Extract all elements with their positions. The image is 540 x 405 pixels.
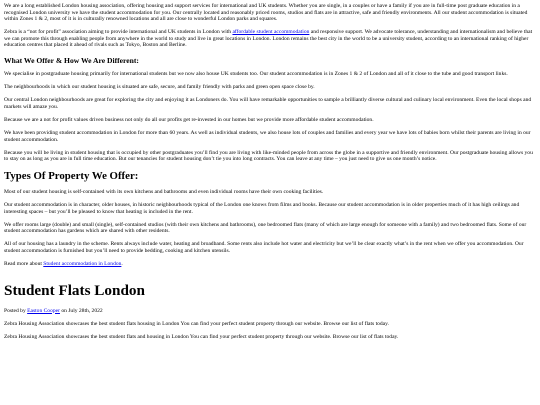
affordable-accommodation-link[interactable]: affordable student accommodation xyxy=(232,29,310,36)
offer-paragraph-2: The neighbourhoods in which our student housing is situated are safe, secure, and family friendly with parks and green open space close by. xyxy=(4,84,315,91)
types-heading: Types Of Property We Offer: xyxy=(4,169,139,182)
read-more-prefix: Read more about xyxy=(4,261,44,268)
posted-by-label: Posted by xyxy=(4,307,28,314)
post-paragraph-2: Zebra Housing Association showcases the best student flats and housing in London You can find your perfect student property through our website. Browse our list of flats today. xyxy=(4,333,399,340)
read-more-suffix: . xyxy=(121,261,123,268)
offer-paragraph-6: Because you will be living in student housing that is occupied by other postgraduates you’ll find you are living with like-minded people from across the globe in a supportive and friendly environment. Our postgraduate housing allows you to stay on as long as you are in full time education. But our tenancies for student housing don’t tie you into long contracts. You can leave at any time – you just need to give us one month’s notice. xyxy=(4,149,533,163)
offer-paragraph-1: We specialise in postgraduate housing primarily for international students but we now also house UK students too. Our student accommodation is in Zones 1 & 2 of London and all of it close to the tube and good transport links. xyxy=(4,71,508,78)
offer-paragraph-4: Because we are a not for profit values driven business not only do all our profits get re-invested in our homes but we provide more affordable student accommodation. xyxy=(4,116,374,123)
types-paragraph-3: We offer rooms large (double) and small (single), self-contained studios (with their own kitchens and bathrooms), one bedroomed flats (many of which are large enough for someone with a family) and two bedroomed flats. Some of our student accommodation has gardens which are shared with other residents. xyxy=(4,221,527,235)
read-more-line xyxy=(4,261,536,268)
intro-paragraph-2 xyxy=(4,29,536,49)
post-paragraph-1: Zebra Housing Association showcases the best student flats housing in London You can find your perfect student property through our website. Browse our list of flats today. xyxy=(4,320,389,327)
types-paragraph-1: Most of our student housing is self-contained with its own kitchens and bathrooms and even individual rooms have their own cooking facilities. xyxy=(4,188,324,195)
intro-text-after-link: and responsive support. We advocate tolerance, understanding and internationalism and believe that we can promote this through enabling people from anywhere in the world to study and live in great locations in London. London remains the best city in the world to be a university student, according to an international ranking of higher education centres that placed it ahead of rivals such as Tokyo, Boston and Berline. xyxy=(4,29,533,49)
post-date: on July 28th, 2022 xyxy=(59,307,103,314)
offer-heading: What We Offer & How We Are Different: xyxy=(4,56,139,66)
offer-paragraph-5: We have been providing student accommodation in London for more than 60 years. As well as individual students, we also house lots of couples and families and every year we have lots of babies born whilst their parents are living in our student accommodation. xyxy=(4,130,531,143)
post-title: Student Flats London xyxy=(4,281,145,299)
student-accommodation-link[interactable]: Student accommodation in London xyxy=(43,261,122,268)
author-link[interactable]: Easton Cooper xyxy=(27,307,60,314)
intro-paragraph-1: We are a long established London housing association, offering housing and support services for international and UK students. Whether you are single, in a couples or have a family if you are in full-time post graduate education in a recognised London university we have the student accommodation for you. Our centrally located and reasonably priced rooms, studios and flats are in attractive, safe and friendly environments. All our student accommodation is situated within Zones 1 & 2, most of it is in culturally renowned locations and all are close to wonderful London parks and squares. xyxy=(4,3,528,23)
intro-text-before-link: Zebra is a “not for profit” association aiming to provide international and UK students in London with xyxy=(4,29,233,36)
types-paragraph-4: All of our housing has a laundry in the scheme. Rents always include water, heating and broadband. Some rents also include hot water and electricity but we’ll be clear exactly what’s in the rent when we offer you accommodation. Our student accommodation is furnished but you’ll need to provide bedding, cooking and kitchen utensils. xyxy=(4,241,524,254)
post-meta xyxy=(4,308,536,315)
offer-paragraph-3: Our central London neighbourhoods are great for exploring the city and enjoying it as Londoners do. You will have remarkable opportunities to sample a brilliantly diverse cultural and culinary local environment. Even the local shops and markets will amaze you. xyxy=(4,97,532,110)
types-paragraph-2: Our student accommodation is in character, older houses, in historic neighbourhoods typical of the London one knows from films and books. Because our student accommodation is in older properties much of it has high ceilings and interesting spaces – but you’ll be pleased to know that heating is included in the rent. xyxy=(4,202,520,215)
